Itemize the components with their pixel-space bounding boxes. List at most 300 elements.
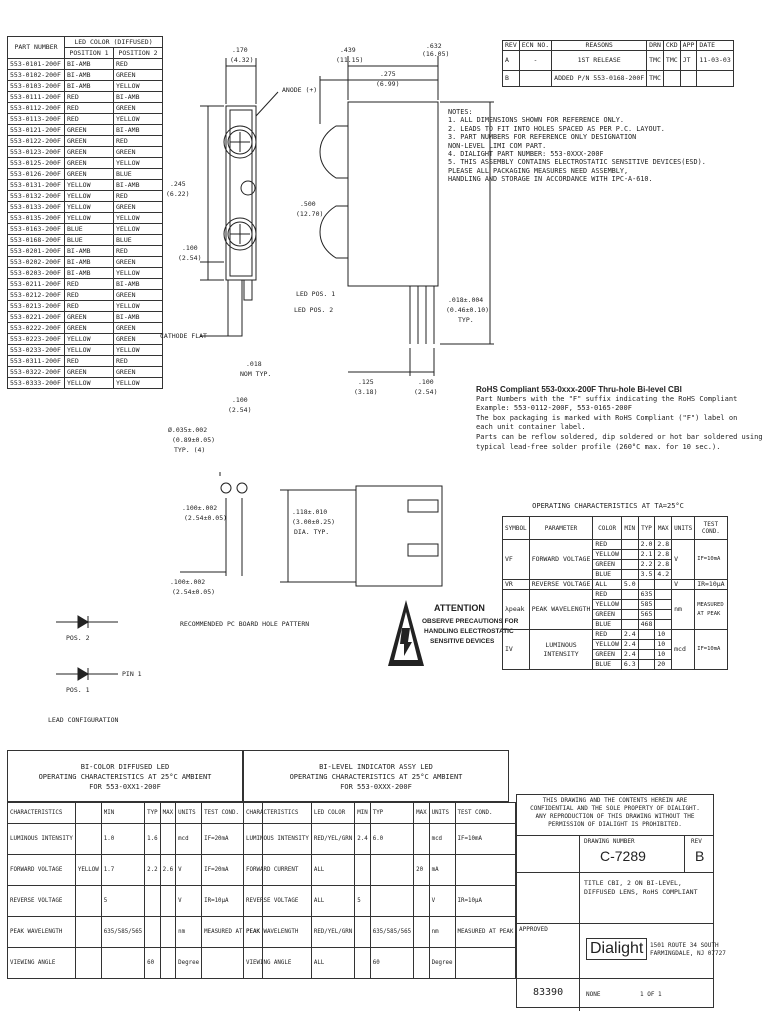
rohs-line: The box packaging is marked with RoHS Compliant ("F") label on — [476, 413, 738, 422]
led-color-header: LED COLOR (DIFFUSED) — [65, 37, 163, 48]
char-cell: 6.0 — [370, 824, 413, 855]
side-housing — [348, 102, 438, 286]
part-cell: 553-0333-200F — [8, 378, 65, 389]
part-cell: RED — [65, 114, 114, 125]
op-cell — [638, 630, 655, 640]
op-cell: YELLOW — [593, 640, 621, 650]
part-cell: YELLOW — [114, 268, 163, 279]
char-header-cell: TEST COND. — [455, 803, 516, 824]
note-line: 2. LEADS TO FIT INTO HOLES SPACED AS PER P.C. LAYOUT. — [448, 124, 665, 133]
part-row — [8, 334, 163, 345]
ckd-a: TMC — [663, 51, 680, 71]
char-cell: LUMINOUS INTENSITY — [8, 824, 76, 855]
note-line: HANDLING AND STORAGE IN ACCORDANCE WITH IPC-A-610. — [448, 175, 653, 184]
drawing-number-label: DRAWING NUMBER — [584, 838, 635, 845]
char-row — [244, 824, 516, 855]
char-cell: PEAK WAVELENGTH — [8, 917, 76, 948]
op-cell — [655, 580, 672, 590]
char-cell: ALL — [311, 948, 354, 979]
char-cell: YELLOW — [75, 855, 101, 886]
op-symbol: IV — [503, 630, 530, 670]
attention-line3: SENSITIVE DEVICES — [430, 638, 495, 645]
part-cell: 553-0233-200F — [8, 345, 65, 356]
op-cell: 10 — [655, 630, 672, 640]
part-row — [8, 136, 163, 147]
char-cell: 635/585/565 — [370, 917, 413, 948]
ckd-b — [663, 71, 680, 87]
dim-top3b: (6.99) — [376, 80, 400, 88]
lead-dim: .018±.004 — [448, 296, 484, 304]
char-cell — [145, 917, 160, 948]
part-cell: GREEN — [114, 290, 163, 301]
rohs-block — [476, 385, 763, 452]
part-cell: BI-AMB — [114, 92, 163, 103]
char-row — [8, 855, 263, 886]
op-row — [503, 630, 728, 640]
part-cell: GREEN — [65, 312, 114, 323]
op-symbol: VF — [503, 540, 530, 580]
op-header-cell: TYP — [638, 517, 655, 540]
part-cell: BI-AMB — [65, 59, 114, 70]
part-cell: 553-0221-200F — [8, 312, 65, 323]
part-row — [8, 312, 163, 323]
op-cell — [621, 610, 638, 620]
dwg-code: 83390 — [533, 987, 564, 998]
op-cell: BLUE — [593, 620, 621, 630]
part-cell: YELLOW — [114, 345, 163, 356]
dim-bottom1: .125 — [358, 378, 374, 386]
char-cell: LUMINOUS INTENSITY — [244, 824, 312, 855]
part-cell: 553-0222-200F — [8, 323, 65, 334]
part-cell: 553-0121-200F — [8, 125, 65, 136]
note-line: 5. THIS ASSEMBLY CONTAINS ELECTROSTATIC SENSITIVE DEVICES(ESD). — [448, 158, 706, 167]
char-header-cell: TYP — [145, 803, 160, 824]
part-cell: YELLOW — [114, 301, 163, 312]
part-cell: BLUE — [65, 224, 114, 235]
pcb-side-view — [356, 486, 442, 586]
char-cell — [414, 948, 429, 979]
part-cell: YELLOW — [65, 334, 114, 345]
char-cell — [160, 824, 175, 855]
anode-label: ANODE (+) — [282, 86, 318, 94]
char-header-cell: MIN — [355, 803, 370, 824]
date-b — [697, 71, 733, 87]
char-cell — [145, 886, 160, 917]
op-cond: IF=10mA — [695, 540, 727, 580]
part-cell: 553-0126-200F — [8, 169, 65, 180]
char-row — [8, 824, 263, 855]
part-row — [8, 180, 163, 191]
char-row — [244, 886, 516, 917]
op-cell: 2.1 — [638, 550, 655, 560]
char-cell — [101, 948, 144, 979]
op-char-title: OPERATING CHARACTERISTICS AT TA=25°C — [532, 502, 684, 510]
pcb-dim2: (3.00±0.25) — [292, 518, 336, 526]
char-header-cell: CHARACTERISTICS — [8, 803, 76, 824]
part-cell: GREEN — [114, 257, 163, 268]
note-line: 4. DIALIGHT PART NUMBER: 553-0XXX-200F — [448, 150, 604, 159]
company-logo: Dialight — [586, 938, 647, 960]
op-cell: YELLOW — [593, 600, 621, 610]
part-row — [8, 257, 163, 268]
part-cell: 553-0113-200F — [8, 114, 65, 125]
bicolor-title3: FOR 553-0XX1-200F — [89, 783, 161, 791]
led-pos1-label: LED POS. 1 — [296, 290, 336, 298]
op-header-cell: PARAMETER — [529, 517, 593, 540]
op-cell — [638, 580, 655, 590]
note-line: 3. PART NUMBERS FOR REFERENCE ONLY DESIGNATION — [448, 133, 637, 142]
part-cell: BI-AMB — [65, 257, 114, 268]
part-cell: BLUE — [114, 235, 163, 246]
op-cell — [621, 600, 638, 610]
char-header-cell — [75, 803, 101, 824]
op-param: REVERSE VOLTAGE — [529, 580, 593, 590]
char-cell: 60 — [370, 948, 413, 979]
char-header-cell: UNITS — [176, 803, 202, 824]
cathode-flat-label: CATHODE FLAT — [160, 332, 207, 340]
char-cell: mcd — [429, 824, 455, 855]
op-cond: IR=10μA — [695, 580, 727, 590]
pcb-hole-1 — [221, 483, 231, 493]
drn-h: DRN — [647, 41, 664, 51]
char-cell: REVERSE VOLTAGE — [244, 886, 312, 917]
op-cell: 4.2 — [655, 570, 672, 580]
op-cell: RED — [593, 540, 621, 550]
char-cell: REVERSE VOLTAGE — [8, 886, 76, 917]
pcb-dim3: DIA. TYP. — [294, 528, 330, 536]
op-row — [503, 580, 728, 590]
char-cell: IF=10mA — [455, 824, 516, 855]
op-cell: GREEN — [593, 610, 621, 620]
op-cell: 2.8 — [655, 560, 672, 570]
address2: FARMINGDALE, NJ 07727 — [650, 950, 726, 957]
char-cell: V — [176, 855, 202, 886]
dim-top2: .439 — [340, 46, 356, 54]
rohs-line: Part Numbers with the "F" suffix indicating the RoHS Compliant — [476, 394, 738, 403]
hole-spc3b: (2.54±0.05) — [172, 588, 216, 596]
char-cell: IF=20mA — [202, 855, 263, 886]
part-cell: 553-0223-200F — [8, 334, 65, 345]
bilevel-section — [243, 750, 514, 979]
op-cell: 468 — [638, 620, 655, 630]
address1: 1501 ROUTE 34 SOUTH — [650, 942, 719, 949]
part-cell: 553-0101-200F — [8, 59, 65, 70]
part-cell: BLUE — [114, 169, 163, 180]
part-cell: GREEN — [114, 147, 163, 158]
part-cell: YELLOW — [65, 202, 114, 213]
op-cell: 3.5 — [638, 570, 655, 580]
char-cell: IR=10μA — [202, 886, 263, 917]
char-cell — [355, 948, 370, 979]
rev-value: B — [695, 848, 705, 864]
char-header-cell: LED COLOR — [311, 803, 354, 824]
part-cell: 553-0122-200F — [8, 136, 65, 147]
part-cell: 553-0213-200F — [8, 301, 65, 312]
hole-spc2: (2.54±0.05) — [184, 514, 228, 522]
op-cell: 2.4 — [621, 640, 638, 650]
part-cell: GREEN — [65, 158, 114, 169]
char-header-row — [244, 803, 516, 824]
lead-typ: TYP. — [458, 316, 474, 324]
op-cell: YELLOW — [593, 550, 621, 560]
char-cell: Degree — [429, 948, 455, 979]
dim-bottom1b: (3.18) — [354, 388, 378, 396]
part-cell: YELLOW — [114, 213, 163, 224]
hole-spc3: .100±.002 — [170, 578, 206, 586]
rohs-line: Example: 553-0112-200F, 553-0165-200F — [476, 404, 632, 413]
part-cell: RED — [65, 356, 114, 367]
note-line: 1. ALL DIMENSIONS SHOWN FOR REFERENCE ONLY. — [448, 116, 624, 125]
op-header-cell: MAX — [655, 517, 672, 540]
dim-left2b: (2.54) — [178, 254, 202, 262]
part-row — [8, 323, 163, 334]
rohs-line: each unit container label. — [476, 423, 586, 432]
op-cell: RED — [593, 590, 621, 600]
char-cell: 1.6 — [145, 824, 160, 855]
bilevel-title2: OPERATING CHARACTERISTICS AT 25°C AMBIENT — [289, 773, 463, 781]
part-row — [8, 59, 163, 70]
drawing-title: TITLE CBI, 2 ON BI-LEVEL, DIFFUSED LENS, RoHS COMPLIANT — [584, 879, 698, 896]
dim-top4b: (16.05) — [422, 50, 450, 58]
date-h: DATE — [697, 41, 733, 51]
bilevel-title3: FOR 553-0XXX-200F — [340, 783, 412, 791]
part-row — [8, 290, 163, 301]
pcb-hole-2 — [237, 483, 247, 493]
dim-top1: .170 — [232, 46, 248, 54]
part-row — [8, 367, 163, 378]
op-cell — [638, 640, 655, 650]
part-row — [8, 191, 163, 202]
lead-configuration — [48, 606, 178, 726]
part-cell: 553-0131-200F — [8, 180, 65, 191]
char-header-cell: UNITS — [429, 803, 455, 824]
op-cell — [638, 660, 655, 670]
part-cell: GREEN — [114, 367, 163, 378]
part-row — [8, 279, 163, 290]
part-row — [8, 147, 163, 158]
ckd-h: CKD — [663, 41, 680, 51]
op-cell: 585 — [638, 600, 655, 610]
part-cell: YELLOW — [114, 158, 163, 169]
char-cell: 5 — [355, 886, 370, 917]
part-cell: 553-0212-200F — [8, 290, 65, 301]
op-cell: GREEN — [593, 650, 621, 660]
part-cell: GREEN — [114, 334, 163, 345]
char-cell — [370, 855, 413, 886]
part-cell: BI-AMB — [65, 70, 114, 81]
part-cell: 553-0163-200F — [8, 224, 65, 235]
dim-018b: NOM TYP. — [240, 370, 272, 378]
char-cell: VIEWING ANGLE — [244, 948, 312, 979]
part-cell: RED — [114, 59, 163, 70]
part-cell: BI-AMB — [114, 125, 163, 136]
op-char-table — [502, 516, 728, 670]
part-cell: 553-0202-200F — [8, 257, 65, 268]
dim-top1b: (4.32) — [230, 56, 254, 64]
rohs-title: RoHS Compliant 553-0xxx-200F Thru-hole Bi-level CBI — [476, 385, 682, 394]
reasons-h: REASONS — [552, 41, 647, 51]
dim-left2: .100 — [182, 244, 198, 252]
char-row — [8, 917, 263, 948]
ecn-a: - — [519, 51, 551, 71]
op-cell — [655, 610, 672, 620]
dim-100b: (2.54) — [228, 406, 252, 414]
char-cell — [355, 855, 370, 886]
part-cell: 553-0201-200F — [8, 246, 65, 257]
char-cell: 5 — [101, 886, 144, 917]
op-cell: GREEN — [593, 560, 621, 570]
dim-bottom2b: (2.54) — [414, 388, 438, 396]
part-cell: RED — [65, 92, 114, 103]
part-cell: 553-0211-200F — [8, 279, 65, 290]
app-h: APP — [680, 41, 697, 51]
char-cell: nm — [429, 917, 455, 948]
op-cell: 6.3 — [621, 660, 638, 670]
char-cell: 60 — [145, 948, 160, 979]
note-line: PLEASE ALL PACKAGING MEASURES NEED ASSEMBLY, — [448, 166, 629, 175]
part-cell: 553-0112-200F — [8, 103, 65, 114]
char-row — [8, 886, 263, 917]
char-cell — [75, 948, 101, 979]
part-row — [8, 202, 163, 213]
attention-title: ATTENTION — [434, 603, 485, 613]
op-cell: BLUE — [593, 660, 621, 670]
part-row — [8, 268, 163, 279]
char-cell: 2.6 — [160, 855, 175, 886]
part-cell: 553-0168-200F — [8, 235, 65, 246]
char-row — [8, 948, 263, 979]
part-row — [8, 301, 163, 312]
pos1-header: POSITION 1 — [65, 48, 114, 59]
op-cell — [655, 620, 672, 630]
char-cell: nm — [176, 917, 202, 948]
char-cell — [455, 948, 516, 979]
part-cell: GREEN — [114, 103, 163, 114]
part-cell: 553-0133-200F — [8, 202, 65, 213]
dim-bottom2: .100 — [418, 378, 434, 386]
op-cell: 10 — [655, 640, 672, 650]
dim-top4: .632 — [426, 42, 442, 50]
op-symbol: λpeak — [503, 590, 530, 630]
part-cell: YELLOW — [65, 378, 114, 389]
char-cell: FORWARD VOLTAGE — [8, 855, 76, 886]
op-header-cell: MIN — [621, 517, 638, 540]
part-cell: GREEN — [65, 367, 114, 378]
char-cell: ALL — [311, 886, 354, 917]
part-cell: GREEN — [65, 323, 114, 334]
char-cell — [75, 886, 101, 917]
char-header-cell: TEST COND. — [202, 803, 263, 824]
scale-value: NONE — [586, 991, 601, 998]
part-row — [8, 114, 163, 125]
part-cell: RED — [114, 356, 163, 367]
char-cell: 20 — [414, 855, 429, 886]
part-row — [8, 246, 163, 257]
bicolor-section — [7, 750, 260, 979]
part-number-table — [7, 36, 163, 389]
char-cell: FORWARD CURRENT — [244, 855, 312, 886]
part-cell: BI-AMB — [65, 81, 114, 92]
op-cell: BLUE — [593, 570, 621, 580]
char-header-row — [8, 803, 263, 824]
part-row — [8, 356, 163, 367]
part-cell: BI-AMB — [65, 268, 114, 279]
part-row — [8, 345, 163, 356]
ecn-h: ECN NO. — [519, 41, 551, 51]
op-cell: RED — [593, 630, 621, 640]
part-cell: YELLOW — [114, 81, 163, 92]
char-row — [244, 917, 516, 948]
hole-dia: Ø.035±.002 — [168, 426, 208, 434]
char-cell: mA — [429, 855, 455, 886]
op-cond: MEASURED AT PEAK — [695, 590, 727, 630]
attention-line1: OBSERVE PRECAUTIONS FOR — [422, 618, 519, 625]
part-cell: YELLOW — [114, 224, 163, 235]
op-cell: 2.8 — [655, 540, 672, 550]
part-row — [8, 92, 163, 103]
part-cell: BI-AMB — [114, 279, 163, 290]
char-cell — [370, 886, 413, 917]
char-cell: MEASURED AT PEAK — [202, 917, 263, 948]
char-cell — [75, 917, 101, 948]
part-cell: YELLOW — [65, 191, 114, 202]
char-cell: IR=10μA — [455, 886, 516, 917]
op-cell — [621, 620, 638, 630]
char-cell — [355, 917, 370, 948]
confidential-notice: THIS DRAWING AND THE CONTENTS HEREIN ARE CONFIDENTIAL AND THE SOLE PROPERTY OF DIALIGHT. ANY REPRODUCTION OF THIS DRAWING WITHOUT THE PERMISSION OF DIALIGHT IS PROHIBITED. — [517, 795, 713, 836]
note-line: NON-LEVEL LIMI COM PART. — [448, 141, 547, 150]
sheet-value: 1 OF 1 — [640, 991, 662, 998]
dim-side2: (12.70) — [296, 210, 324, 218]
char-cell: mcd — [176, 824, 202, 855]
part-cell: RED — [65, 301, 114, 312]
char-cell — [414, 917, 429, 948]
op-cell — [621, 560, 638, 570]
char-cell: V — [429, 886, 455, 917]
op-units: V — [672, 540, 695, 580]
approved-label: APPROVED — [519, 926, 548, 933]
op-cell: 2.0 — [638, 540, 655, 550]
part-cell: GREEN — [65, 147, 114, 158]
part-cell: 553-0103-200F — [8, 81, 65, 92]
op-cell — [621, 590, 638, 600]
bilevel-title1: BI-LEVEL INDICATOR ASSY LED — [319, 763, 433, 771]
app-a: JT — [680, 51, 697, 71]
char-cell: VIEWING ANGLE — [8, 948, 76, 979]
drawing-number: C-7289 — [600, 848, 646, 864]
part-cell: GREEN — [65, 169, 114, 180]
bicolor-title2: OPERATING CHARACTERISTICS AT 25°C AMBIENT — [38, 773, 212, 781]
op-cell: 635 — [638, 590, 655, 600]
char-cell: PEAK WAVELENGTH — [244, 917, 312, 948]
hole-spc: .100±.002 — [182, 504, 218, 512]
part-cell: 553-0102-200F — [8, 70, 65, 81]
char-cell: Degree — [176, 948, 202, 979]
reason-a: 1ST RELEASE — [552, 51, 647, 71]
char-header-cell: MAX — [160, 803, 175, 824]
op-cell: 10 — [655, 650, 672, 660]
part-cell: YELLOW — [65, 180, 114, 191]
part-cell: GREEN — [65, 125, 114, 136]
led-pos2-label: LED POS. 2 — [294, 306, 334, 314]
part-cell: RED — [65, 103, 114, 114]
part-row — [8, 70, 163, 81]
bicolor-title1: BI-COLOR DIFFUSED LED — [80, 763, 170, 771]
app-b — [680, 71, 697, 87]
op-cell: 2.8 — [655, 550, 672, 560]
rev-b: B — [503, 71, 520, 87]
op-param: LUMINOUS INTENSITY — [529, 630, 593, 670]
